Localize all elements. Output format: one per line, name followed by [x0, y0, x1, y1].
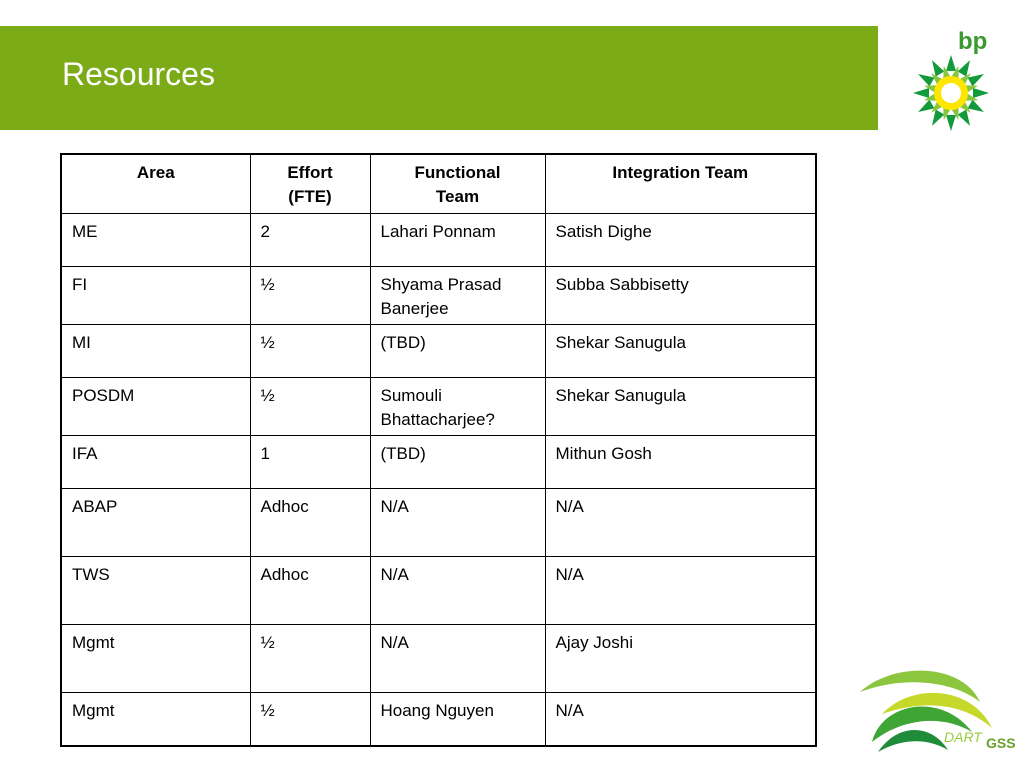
- cell-functional-team: (TBD): [370, 435, 545, 488]
- cell-functional-team: Hoang Nguyen: [370, 692, 545, 746]
- table-row: [61, 624, 816, 692]
- cell-area: IFA: [61, 435, 250, 488]
- cell-functional-team: N/A: [370, 488, 545, 556]
- cell-effort: ½: [250, 377, 370, 435]
- cell-integration-team: Subba Sabbisetty: [545, 266, 816, 324]
- cell-area: TWS: [61, 556, 250, 624]
- cell-functional-team: Lahari Ponnam: [370, 213, 545, 266]
- dart-wordmark: DART: [944, 729, 982, 745]
- table-row: [61, 213, 816, 266]
- resources-table: [60, 153, 817, 747]
- cell-integration-team: Mithun Gosh: [545, 435, 816, 488]
- table-header-row: [61, 154, 816, 213]
- cell-integration-team: Ajay Joshi: [545, 624, 816, 692]
- cell-area: FI: [61, 266, 250, 324]
- cell-effort: Adhoc: [250, 488, 370, 556]
- table-row: [61, 377, 816, 435]
- cell-effort: 1: [250, 435, 370, 488]
- bp-wordmark: bp: [958, 28, 988, 55]
- cell-functional-team: Shyama Prasad Banerjee: [370, 266, 545, 324]
- cell-integration-team: N/A: [545, 488, 816, 556]
- cell-effort: 2: [250, 213, 370, 266]
- cell-area: ABAP: [61, 488, 250, 556]
- table-row: [61, 324, 816, 377]
- table-row: [61, 488, 816, 556]
- slide-title: Resources: [62, 56, 215, 92]
- cell-effort: ½: [250, 324, 370, 377]
- cell-area: MI: [61, 324, 250, 377]
- table-row: [61, 556, 816, 624]
- cell-area: Mgmt: [61, 624, 250, 692]
- cell-integration-team: Shekar Sanugula: [545, 324, 816, 377]
- cell-area: POSDM: [61, 377, 250, 435]
- table-row: [61, 266, 816, 324]
- cell-functional-team: N/A: [370, 624, 545, 692]
- cell-effort: ½: [250, 692, 370, 746]
- cell-integration-team: Satish Dighe: [545, 213, 816, 266]
- cell-effort: ½: [250, 624, 370, 692]
- cell-area: ME: [61, 213, 250, 266]
- cell-integration-team: N/A: [545, 556, 816, 624]
- cell-integration-team: N/A: [545, 692, 816, 746]
- bp-helios-icon: [912, 54, 990, 132]
- cell-effort: ½: [250, 266, 370, 324]
- cell-area: Mgmt: [61, 692, 250, 746]
- cell-functional-team: (TBD): [370, 324, 545, 377]
- header-integration-team: Integration Team: [545, 154, 816, 213]
- header-functional-team: Functional Team: [370, 154, 545, 213]
- cell-integration-team: Shekar Sanugula: [545, 377, 816, 435]
- gss-wordmark: GSS: [986, 735, 1016, 751]
- dart-gss-logo-icon: [852, 662, 1024, 768]
- cell-effort: Adhoc: [250, 556, 370, 624]
- cell-functional-team: Sumouli Bhattacharjee?: [370, 377, 545, 435]
- cell-functional-team: N/A: [370, 556, 545, 624]
- header-effort: Effort (FTE): [250, 154, 370, 213]
- table-row: [61, 692, 816, 746]
- header-area: Area: [61, 154, 250, 213]
- table-row: [61, 435, 816, 488]
